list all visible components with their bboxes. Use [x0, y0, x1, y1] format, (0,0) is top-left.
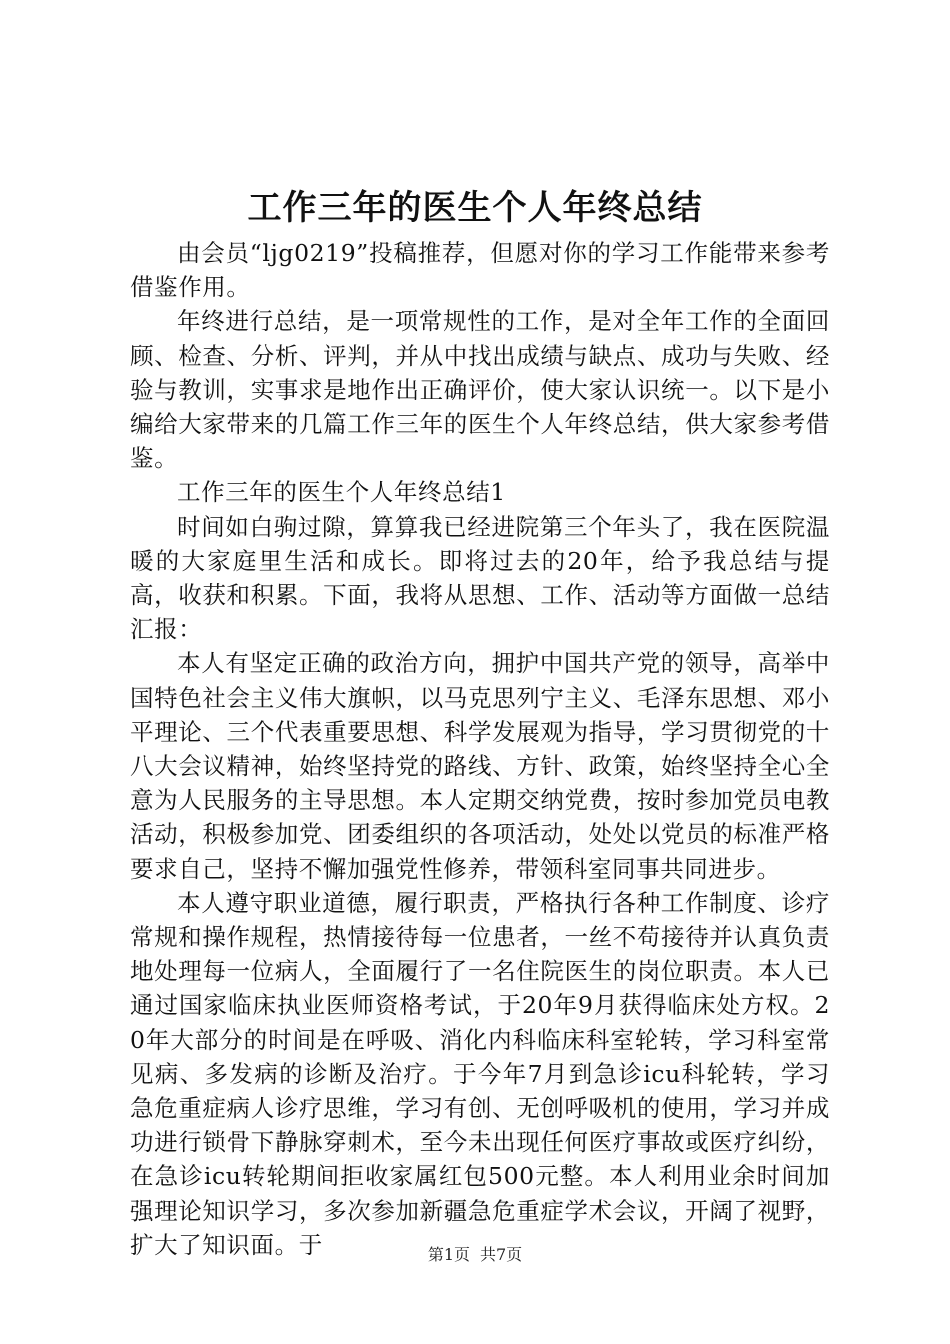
body-paragraph: 本人有坚定正确的政治方向，拥护中国共产党的领导，高举中国特色社会主义伟大旗帜，以马克思列宁主义、毛泽东思想、邓小平理论、三个代表重要思想、科学发展观为指导，学习贯彻党的十八大会议精神，始终坚持党的路线、方针、政策，始终坚持全心全意为人民服务的主导思想。本人定期交纳党费，按时参加党员电教活动，积极参加党、团委组织的各项活动，处处以党员的标准严格要求自己，坚持不懈加强党性修养，带领科室同事共同进步。	[130, 649, 830, 883]
page-footer	[0, 1244, 950, 1266]
summary-paragraph: 年终进行总结，是一项常规性的工作，是对全年工作的全面回顾、检查、分析、评判，并从中找出成绩与缺点、成功与失败、经验与教训，实事求是地作出正确评价，使大家认识统一。以下是小编给大家带来的几篇工作三年的医生个人年终总结，供大家参考借鉴。	[130, 307, 830, 473]
intro-paragraph: 由会员“ljg0219”投稿推荐，但愿对你的学习工作能带来参考借鉴作用。	[130, 239, 830, 302]
document-title: 工作三年的医生个人年终总结	[247, 188, 703, 228]
document-body	[130, 236, 830, 1262]
page-number: 第1页	[427, 1245, 470, 1264]
section-heading: 工作三年的医生个人年终总结1	[177, 478, 506, 507]
page-total: 共7页	[480, 1245, 523, 1264]
body-paragraph: 本人遵守职业道德，履行职责，严格执行各种工作制度、诊疗常规和操作规程，热情接待每一位患者，一丝不苟接待并认真负责地处理每一位病人，全面履行了一名住院医生的岗位职责。本人已通过国家临床执业医师资格考试，于20年9月获得临床处方权。20年大部分的时间是在呼吸、消化内科临床科室轮转，学习科室常见病、多发病的诊断及治疗。于今年7月到急诊icu科轮转，学习急危重症病人诊疗思维，学习有创、无创呼吸机的使用，学习并成功进行锁骨下静脉穿刺术，至今未出现任何医疗事故或医疗纠纷，在急诊icu转轮期间拒收家属红包500元整。本人利用业余时间加强理论知识学习，多次参加新疆急危重症学术会议，开阔了视野，扩大了知识面。于	[130, 888, 830, 1259]
body-paragraph: 时间如白驹过隙，算算我已经进院第三个年头了，我在医院温暖的大家庭里生活和成长。即将过去的20年，给予我总结与提高，收获和积累。下面，我将从思想、工作、活动等方面做一总结汇报：	[130, 512, 830, 644]
